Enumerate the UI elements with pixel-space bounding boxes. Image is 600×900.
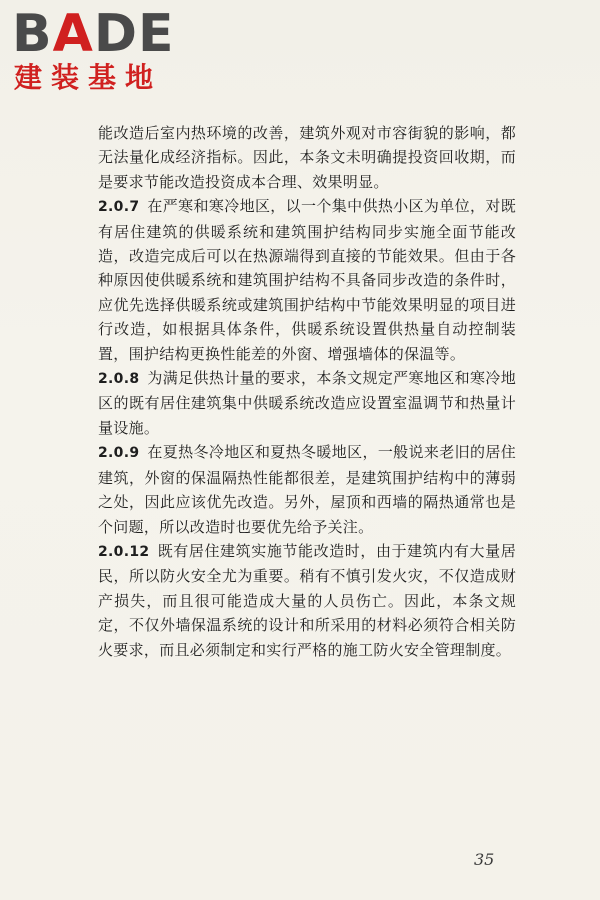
clause-number: 2.0.12: [98, 543, 150, 560]
clause-2-0-7: [98, 194, 516, 366]
clause-number: 2.0.7: [98, 199, 140, 216]
clause-text: 为满足供热计量的要求，本条文规定严寒地区和寒冷地区的既有居住建筑集中供暖系统改造应设置室温调节和热量计量设施。: [98, 369, 516, 437]
clause-number: 2.0.9: [98, 445, 140, 462]
bade-logo: [12, 6, 182, 98]
clause-2-0-12: [98, 539, 516, 662]
clause-number: 2.0.8: [98, 371, 140, 388]
clause-2-0-9: [98, 440, 516, 539]
logo-subtitle: 建装基地: [14, 61, 163, 94]
page-number: 35: [474, 850, 495, 869]
paragraph-continuation: 能改造后室内热环境的改善，建筑外观对市容街貌的影响，都无法量化成经济指标。因此，本条文未明确提投资回收期，而是要求节能改造投资成本合理、效果明显。: [98, 124, 516, 191]
clause-2-0-8: [98, 366, 516, 440]
clause-text: 在严寒和寒冷地区，以一个集中供热小区为单位，对既有居住建筑的供暖系统和建筑围护结构同步实施全面节能改造，改造完成后可以在热源端得到直接的节能效果。但由于各种原因使供暖系统和建筑围护结构不具备同步改造的条件时，应优先选择供暖系统或建筑围护结构中节能效果明显的项目进行改造，如根据具体条件，供暖系统设置供热量自动控制装置，围护结构更换性能差的外窗、增强墙体的保温等。: [98, 197, 516, 363]
logo-wordmark: BADE: [12, 4, 175, 64]
clause-text: 既有居住建筑实施节能改造时，由于建筑内有大量居民，所以防火安全尤为重要。稍有不慎引发火灾，不仅造成财产损失，而且很可能造成大量的人员伤亡。因此，本条文规定，不仅外墙保温系统的设计和所采用的材料必须符合相关防火要求，而且必须制定和实行严格的施工防火安全管理制度。: [98, 541, 516, 659]
document-body: [98, 121, 516, 662]
clause-text: 在夏热冬冷地区和夏热冬暖地区，一般说来老旧的居住建筑，外窗的保温隔热性能都很差，是建筑围护结构中的薄弱之处，因此应该优先改造。另外，屋顶和西墙的隔热通常也是个问题，所以改造时也要优先给予关注。: [98, 443, 516, 536]
